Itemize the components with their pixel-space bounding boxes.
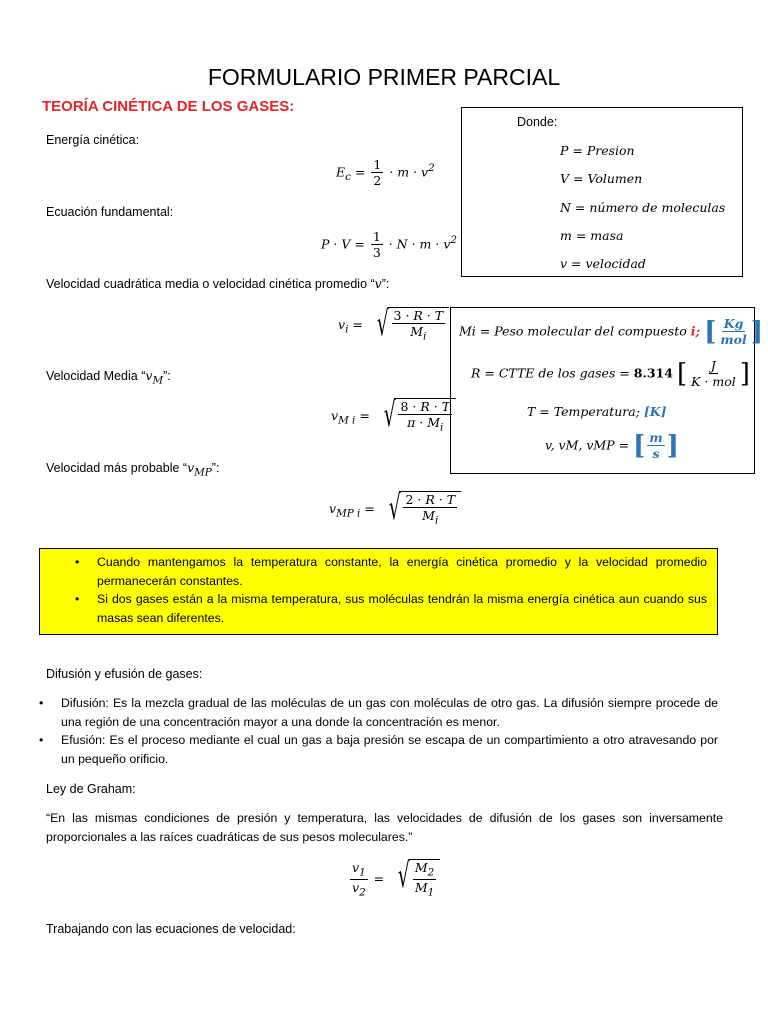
def-presion: P = Presion: [560, 143, 635, 158]
formula-graham: $\frac{v_1}{v_2}$ = √ $\frac{M_2}{M_1}$: [348, 859, 440, 900]
graham-title: Ley de Graham:: [46, 782, 136, 796]
page-title: FORMULARIO PRIMER PARCIAL: [207, 64, 561, 90]
def-moleculas: N = número de moleculas: [560, 200, 726, 215]
formula-vcm: $v_i$ = √ $\frac{3 \cdot R \cdot T}{M_i}$: [338, 307, 449, 344]
formula-vmp: $v_{MP i}$ = √ $\frac{2 \cdot R \cdot T}{M_i}$: [329, 491, 461, 528]
label-ecuacion: Ecuación fundamental:: [46, 205, 174, 219]
def-temperatura: T = Temperatura; [K]: [527, 404, 667, 419]
section-title: TEORÍA CINÉTICA DE LOS GASES:: [42, 98, 295, 115]
label-energia: Energía cinética:: [46, 133, 140, 147]
efusion-bullet: • Efusión: Es el proceso mediante el cual un gas a baja presión se escapa de un compartimiento a otro atravesando por un pequeño orificio.: [4, 731, 728, 768]
def-volumen: V = Volumen: [560, 171, 643, 186]
difusion-title: Difusión y efusión de gases:: [46, 667, 203, 681]
formula-ecuacion: P · V = $\frac{1}{3}$ · $N \cdot m \cdot v^2$: [321, 229, 458, 260]
difusion-list: [4, 694, 728, 768]
def-constante-r: R = CTTE de los gases = 8.314 [ $\frac{J}{\text{K · mol}}$ ]: [471, 358, 750, 389]
highlight-box: [39, 548, 718, 635]
label-vmedia: Velocidad Media “$v_M$”:: [46, 368, 171, 387]
donde-box: [461, 107, 743, 277]
trabajando-label: Trabajando con las ecuaciones de velocidad:: [46, 922, 296, 936]
highlight-bullet: • Cuando mantengamos la temperatura constante, la energía cinética promedio y la velocidad promedio permanecerán constantes.: [40, 553, 717, 590]
units-box: [450, 307, 764, 474]
formula-vmedia: $v_{M i}$ = √ $\frac{8 \cdot R \cdot T}{\pi \cdot M_i}$: [331, 398, 456, 435]
highlight-bullet: • Si dos gases están a la misma temperatura, sus moléculas tendrán la misma energía cinética aun cuando sus masas sean diferentes.: [40, 590, 717, 627]
def-velocidad: v = velocidad: [560, 256, 646, 271]
difusion-bullet: • Difusión: Es la mezcla gradual de las moléculas de un gas con moléculas de otro gas. La difusión siempre procede de una región de una concentración mayor a una donde la concentración es menor.: [4, 694, 728, 731]
def-masa: m = masa: [560, 228, 624, 243]
def-peso-molecular: Mi = Peso molecular del compuesto i; [ $\frac{Kg}{\text{mol}}$ ]: [459, 316, 764, 347]
donde-heading: Donde:: [517, 115, 558, 129]
def-velocidades: v, vM, vMP = [ $\frac{m}{s}$ ]: [545, 430, 679, 461]
graham-quote: “En las mismas condiciones de presión y temperatura, las velocidades de difusión de los gases son inversamente proporcionales a las raíces cuadráticas de sus pesos moleculares.”: [46, 811, 723, 844]
label-vmp: Velocidad más probable “$v_{MP}$”:: [46, 460, 220, 479]
label-vcm: Velocidad cuadrática media o velocidad cinética promedio “v”:: [46, 276, 390, 291]
formula-energia: $E_c$ = $\frac{1}{2}$ · $m \cdot v^2$: [336, 157, 435, 188]
